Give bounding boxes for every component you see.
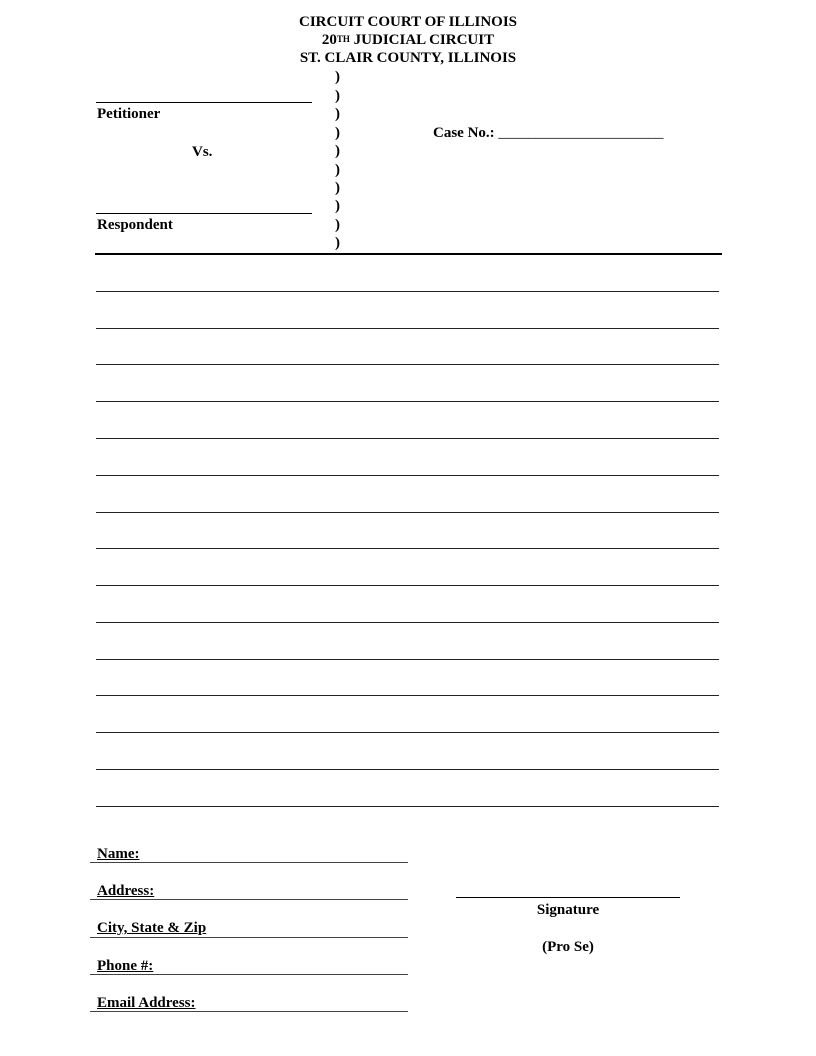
respondent-label: Respondent — [97, 217, 173, 233]
address-label: Address: — [97, 883, 155, 899]
county-name: ST. CLAIR COUNTY, ILLINOIS — [299, 50, 517, 66]
body-writing-line[interactable] — [96, 291, 719, 292]
circuit-number: 20 — [321, 32, 337, 48]
city-state-zip-label: City, State & Zip — [97, 920, 207, 936]
caption-paren: ) — [335, 217, 340, 233]
body-writing-line[interactable] — [96, 732, 719, 733]
caption-paren: ) — [335, 143, 340, 159]
case-number-blank: ______________________ — [498, 125, 664, 141]
judicial-circuit — [0, 31, 816, 49]
address-field-line[interactable] — [90, 899, 408, 900]
body-writing-line[interactable] — [96, 401, 719, 402]
phone-field-line[interactable] — [90, 974, 408, 975]
circuit-ordinal: TH — [336, 34, 350, 44]
email-label: Email Address: — [97, 995, 196, 1011]
versus-label: Vs. — [192, 144, 213, 160]
petitioner-name-line[interactable] — [96, 102, 312, 103]
phone-label: Phone #: — [97, 958, 154, 974]
body-writing-line[interactable] — [96, 364, 719, 365]
name-field-line[interactable] — [90, 862, 408, 863]
petitioner-label: Petitioner — [97, 106, 161, 122]
city-state-zip-field-line[interactable] — [90, 937, 408, 938]
caption-paren: ) — [335, 88, 340, 104]
body-writing-line[interactable] — [96, 659, 719, 660]
body-writing-line[interactable] — [96, 585, 719, 586]
circuit-label: JUDICIAL CIRCUIT — [349, 32, 495, 48]
caption-paren: ) — [335, 198, 340, 214]
case-number-field[interactable] — [433, 124, 663, 142]
signature-label: Signature — [536, 902, 600, 918]
body-writing-line[interactable] — [96, 695, 719, 696]
body-writing-line[interactable] — [96, 806, 719, 807]
caption-paren: ) — [335, 125, 340, 141]
body-writing-line[interactable] — [96, 512, 719, 513]
caption-paren: ) — [335, 69, 340, 85]
pro-se-label: (Pro Se) — [542, 939, 594, 955]
case-number-label: Case No.: — [433, 125, 495, 141]
caption-paren: ) — [335, 180, 340, 196]
body-writing-line[interactable] — [96, 328, 719, 329]
body-writing-line[interactable] — [96, 622, 719, 623]
body-writing-line[interactable] — [96, 438, 719, 439]
respondent-name-line[interactable] — [96, 213, 312, 214]
caption-paren: ) — [335, 162, 340, 178]
body-writing-line[interactable] — [96, 475, 719, 476]
signature-line[interactable] — [456, 897, 680, 898]
body-writing-line[interactable] — [96, 769, 719, 770]
body-writing-line[interactable] — [96, 548, 719, 549]
name-label: Name: — [97, 846, 140, 862]
court-name: CIRCUIT COURT OF ILLINOIS — [299, 14, 517, 30]
caption-paren: ) — [335, 106, 340, 122]
email-field-line[interactable] — [90, 1011, 408, 1012]
caption-paren: ) — [335, 235, 340, 251]
caption-separator — [95, 253, 722, 255]
